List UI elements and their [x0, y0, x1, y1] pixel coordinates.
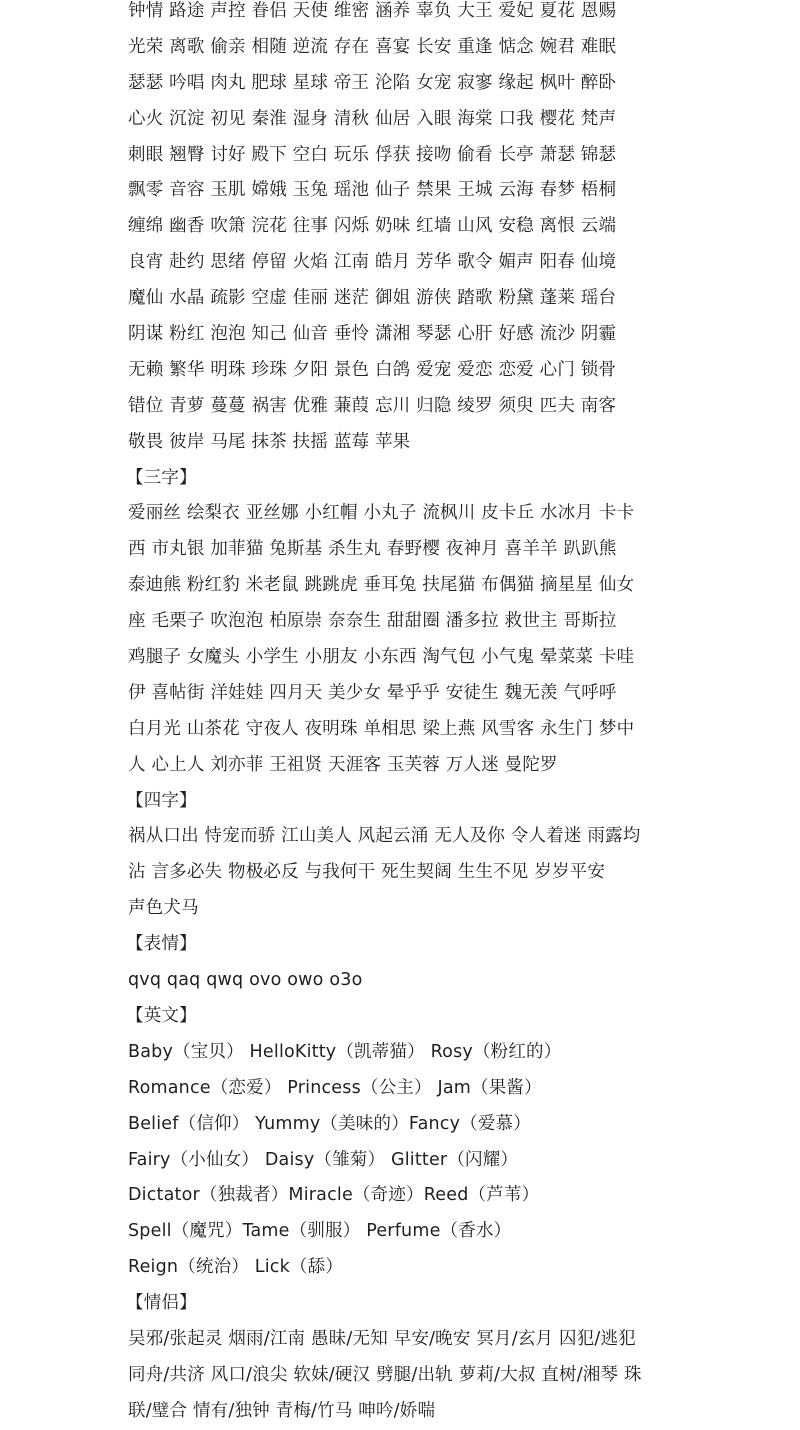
text-line: Baby（宝贝） HelloKitty（凯蒂猫） Rosy（粉红的） [128, 1041, 562, 1062]
text-line: 心火 沉淀 初见 秦淮 湿身 清秋 仙居 入眼 海棠 口我 樱花 梵声 [128, 108, 617, 129]
section-heading-four-char: 【四字】 [126, 790, 197, 811]
text-line: 吴邪/张起灵 烟雨/江南 愚昧/无知 早安/晚安 冥月/玄月 囚犯/逃犯 [128, 1328, 636, 1349]
text-line: 鸡腿子 女魔头 小学生 小朋友 小东西 淘气包 小气鬼 晕菜菜 卡哇 [128, 647, 635, 668]
text-line: 声色犬马 [128, 898, 199, 919]
text-line: 瑟瑟 吟唱 肉丸 肥球 星球 帝王 沦陷 女宠 寂寥 缘起 枫叶 醉卧 [128, 72, 617, 93]
text-line: 白月光 山茶花 守夜人 夜明珠 单相思 梁上燕 风雪客 永生门 梦中 [128, 718, 635, 739]
text-line: 魔仙 水晶 疏影 空虚 佳丽 迷茫 御姐 游侠 踏歌 粉黛 蓬莱 瑶台 [128, 288, 617, 309]
text-line: 泰迪熊 粉红豹 米老鼠 跳跳虎 垂耳兔 扶尾猫 布偶猫 摘星星 仙女 [128, 575, 635, 596]
scrollbar[interactable] [796, 0, 800, 1422]
text-line: 沾 言多必失 物极必反 与我何干 死生契阔 生生不见 岁岁平安 [128, 862, 606, 883]
text-line: Belief（信仰） Yummy（美味的）Fancy（爱慕） [128, 1113, 531, 1134]
text-line: Reign（统治） Lick（舔） [128, 1257, 344, 1278]
text-line: 错位 青萝 蔓蔓 祸害 优雅 蒹葭 忘川 归隐 绫罗 须臾 匹夫 南客 [128, 395, 617, 416]
text-line: 缠绵 幽香 吹箫 浣花 往事 闪烁 奶味 红墙 山风 安稳 离恨 云端 [128, 216, 617, 237]
section-heading-emoticon: 【表情】 [126, 934, 197, 955]
text-line: 光荣 离歌 偷亲 相随 逆流 存在 喜宴 长安 重逢 惦念 婉君 难眠 [128, 36, 617, 57]
text-line: 祸从口出 恃宠而骄 江山美人 风起云涌 无人及你 令人着迷 雨露均 [128, 826, 641, 847]
text-line: 联/璧合 情有/独钟 青梅/竹马 呻吟/娇喘 [128, 1400, 436, 1421]
text-line: 无赖 繁华 明珠 珍珠 夕阳 景色 白鸽 爱宠 爱恋 恋爱 心门 锁骨 [128, 359, 617, 380]
text-line: Dictator（独裁者）Miracle（奇迹）Reed（芦苇） [128, 1185, 540, 1206]
text-line: 伊 喜帖街 洋娃娃 四月天 美少女 晕乎乎 安徒生 魏无羡 气呼呼 [128, 682, 617, 703]
section-heading-couples: 【情侣】 [126, 1293, 197, 1314]
text-line: 座 毛栗子 吹泡泡 柏原崇 奈奈生 甜甜圈 潘多拉 救世主 哥斯拉 [128, 611, 617, 632]
text-document [128, 0, 688, 1430]
text-line: 爱丽丝 绘梨衣 亚丝娜 小红帽 小丸子 流枫川 皮卡丘 水冰月 卡卡 [128, 503, 635, 524]
text-line: 阴谋 粉红 泡泡 知己 仙音 垂怜 潇湘 琴瑟 心肝 好感 流沙 阴霾 [128, 324, 617, 345]
text-line: 人 心上人 刘亦菲 王祖贤 天涯客 玉芙蓉 万人迷 曼陀罗 [128, 754, 558, 775]
section-heading-three-char: 【三字】 [126, 467, 197, 488]
text-line: 西 市丸银 加菲猫 兔斯基 杀生丸 春野樱 夜神月 喜羊羊 趴趴熊 [128, 539, 617, 560]
text-line: 刺眼 翘臀 讨好 殿下 空白 玩乐 俘获 接吻 偷看 长亭 萧瑟 锦瑟 [128, 144, 617, 165]
section-heading-english: 【英文】 [126, 1005, 197, 1026]
text-line: 同舟/共济 风口/浪尖 软妹/硬汉 劈腿/出轨 萝莉/大叔 直树/湘琴 珠 [128, 1364, 642, 1385]
text-line: 良宵 赴约 思绪 停留 火焰 江南 皓月 芳华 歌令 媚声 阳春 仙境 [128, 252, 617, 273]
text-line: Romance（恋爱） Princess（公主） Jam（果酱） [128, 1077, 542, 1098]
text-line: 飘零 音容 玉肌 嫦娥 玉兔 瑶池 仙子 禁果 王城 云海 春梦 梧桐 [128, 180, 617, 201]
text-line: qvq qaq qwq ovo owo o3o [128, 970, 363, 991]
text-line: 钟情 路途 声控 眷侣 天使 维密 涵养 辜负 大王 爱妃 夏花 恩赐 [128, 1, 617, 21]
text-line: Spell（魔咒）Tame（驯服） Perfume（香水） [128, 1221, 512, 1242]
text-line: 敬畏 彼岸 马尾 抹茶 扶摇 蓝莓 苹果 [128, 431, 411, 452]
text-line: Fairy（小仙女） Daisy（雏菊） Glitter（闪耀） [128, 1149, 519, 1170]
